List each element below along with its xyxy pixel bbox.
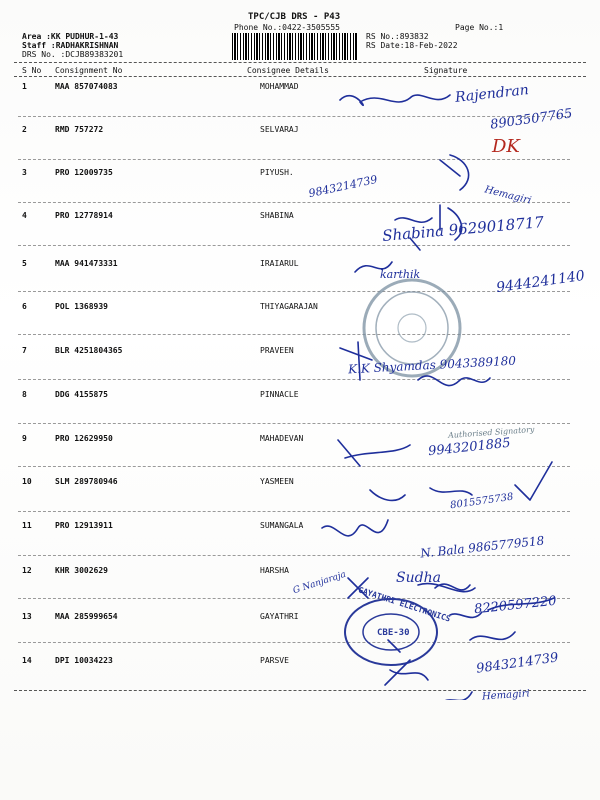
handwriting: K.K Shyamdas 9043389180 <box>347 353 517 377</box>
area-label: Area :KK PUDHUR-1-43 <box>22 32 119 41</box>
handwriting: 8015575738 <box>449 491 515 512</box>
staff-label: Staff :RADHAKRISHNAN <box>22 41 119 50</box>
handwriting: Authorised Signatory <box>447 424 535 441</box>
row-sno: 13 <box>22 612 32 621</box>
handwriting: karthik <box>380 268 421 281</box>
handwriting: 9843214739 <box>475 650 560 677</box>
handwriting: 8903507765 <box>489 106 574 133</box>
row-consignment: PRO 12778914 <box>55 211 113 220</box>
row-sno: 5 <box>22 259 27 268</box>
rs-date: RS Date:18-Feb-2022 <box>366 41 458 50</box>
row-consignee: SHABINA <box>260 211 294 220</box>
row-consignee: GAYATHRI <box>260 612 299 621</box>
handwriting: Hemagiri <box>481 688 530 703</box>
row-sno: 11 <box>22 521 32 530</box>
row-consignee: THIYAGARAJAN <box>260 302 318 311</box>
handwriting: N. Bala 9865779518 <box>419 533 545 561</box>
row-sno: 4 <box>22 211 27 220</box>
row-consignee: SELVARAJ <box>260 125 299 134</box>
handwriting: 9444241140 <box>495 267 586 297</box>
col-consignment: Consignment No <box>55 66 123 75</box>
drs-number: DRS No. :DCJB89383201 <box>22 50 124 59</box>
col-consignee: Consignee Details <box>247 66 329 75</box>
handwriting: Shabina 9629018717 <box>381 212 545 246</box>
row-consignee: YASMEEN <box>260 477 294 486</box>
row-consignment: PRO 12913911 <box>55 521 113 530</box>
stamp-text: GAYATHRI ELECTRONICS <box>357 585 452 624</box>
row-consignment: RMD 757272 <box>55 125 104 134</box>
row-consignment: MAA 857074083 <box>55 82 118 91</box>
row-sno: 2 <box>22 125 27 134</box>
drs-title: TPC/CJB DRS - P43 <box>248 12 341 22</box>
row-consignee: SUMANGALA <box>260 521 304 530</box>
row-consignee: PIYUSH. <box>260 168 294 177</box>
handwriting: 9943201885 <box>427 435 512 460</box>
page-number: Page No.:1 <box>455 23 504 32</box>
row-sno: 3 <box>22 168 27 177</box>
row-sno: 7 <box>22 346 27 355</box>
handwriting: G Nanjaraja <box>291 569 348 597</box>
row-consignee: PARSVE <box>260 656 289 665</box>
handwriting: Sudha <box>396 570 441 586</box>
col-signature: Signature <box>424 66 468 75</box>
rs-number: RS No.:893832 <box>366 32 429 41</box>
row-consignment: MAA 941473331 <box>55 259 118 268</box>
handwriting: 8220597220 <box>473 593 558 618</box>
row-consignment: PRO 12629950 <box>55 434 113 443</box>
row-consignment: POL 1368939 <box>55 302 108 311</box>
row-sno: 8 <box>22 390 27 399</box>
col-sno: S No <box>22 66 42 75</box>
row-sno: 14 <box>22 656 32 665</box>
row-consignment: BLR 4251804365 <box>55 346 123 355</box>
row-consignee: IRAIARUL <box>260 259 299 268</box>
row-consignee: PRAVEEN <box>260 346 294 355</box>
row-sno: 6 <box>22 302 27 311</box>
row-sno: 1 <box>22 82 27 91</box>
row-consignment: KHR 3002629 <box>55 566 108 575</box>
row-consignment: DPI 10034223 <box>55 656 113 665</box>
stamp-center-text: CBE-30 <box>377 628 410 638</box>
row-consignment: PRO 12009735 <box>55 168 113 177</box>
row-consignment: SLM 289780946 <box>55 477 118 486</box>
row-sno: 9 <box>22 434 27 443</box>
row-consignee: PINNACLE <box>260 390 299 399</box>
row-consignment: MAA 285999654 <box>55 612 118 621</box>
handwriting: Hemagiri <box>483 184 533 207</box>
handwriting: DK <box>492 136 520 157</box>
row-sno: 12 <box>22 566 32 575</box>
row-consignee: MOHAMMAD <box>260 82 299 91</box>
header-rule <box>14 62 586 63</box>
row-consignee: HARSHA <box>260 566 289 575</box>
phone-number: Phone No.:0422-3505555 <box>234 23 340 32</box>
row-consignment: DDG 4155875 <box>55 390 108 399</box>
signature-scribbles <box>300 80 600 703</box>
barcode <box>232 33 358 60</box>
columns-rule <box>14 76 586 77</box>
handwriting: 9843214739 <box>307 172 379 201</box>
handwriting: Rajendran <box>454 82 530 106</box>
row-sno: 10 <box>22 477 32 486</box>
row-consignee: MAHADEVAN <box>260 434 304 443</box>
